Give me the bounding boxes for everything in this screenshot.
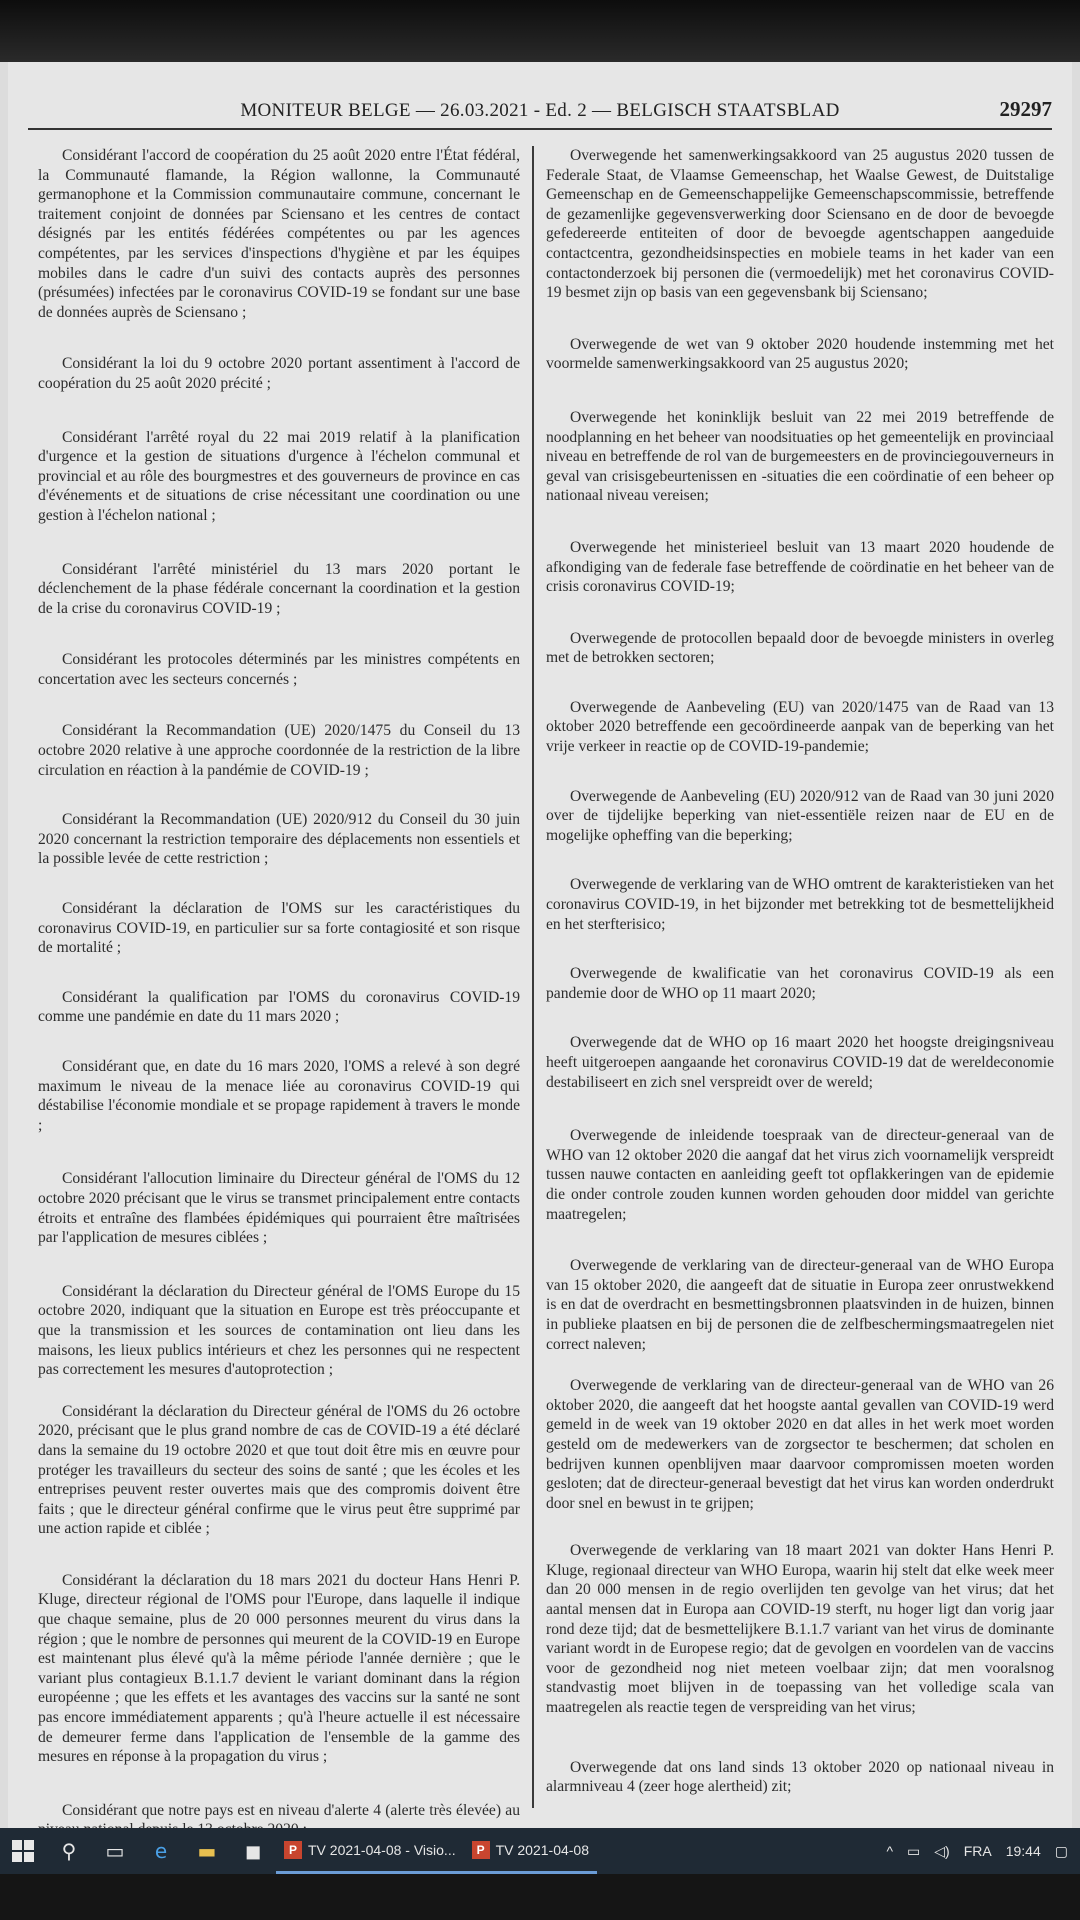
column-divider (532, 146, 534, 1808)
taskbar (0, 1828, 1080, 1874)
dutch-paragraph: Overwegende de Aanbeveling (EU) van 2020/1475 van de Raad van 13 oktober 2020 betreffende een gecoördineerde aanpak van de beperking van het vrije verkeer in reactie op de COVID-19-pandemie; (546, 698, 1054, 756)
dutch-paragraph: Overwegende de verklaring van de directeur-generaal van de WHO van 26 oktober 2020, die aangeeft dat het hoogste aantal gevallen van COVID-19 werd gemeld in de week van 19 oktober 2020 en dat alles in het werk moet worden gesteld om de medewerkers van de zorgsector te beschermen; dat scholen en bedrijven kunnen openblijven maar daarvoor compromissen moeten worden gesloten; dat de directeur-generaal bevestigt dat het virus kan worden onderdrukt door snel en bewust in te grijpen; (546, 1377, 1054, 1512)
pdf-app-icon: P (472, 1841, 490, 1859)
dutch-paragraph: Overwegende het koninklijk besluit van 22 mei 2019 betreffende de noodplanning en het beheer van noodsituaties op het gemeentelijk en provinciaal niveau en betreffende de rol van de burgemeesters en de provinciegouverneurs in geval van crisisgebeurtenissen en -situaties die een coördinatie of een beheer op nationaal niveau vereisen; (546, 408, 1054, 505)
dutch-paragraph: Overwegende de verklaring van de directeur-generaal van de WHO Europa van 15 oktober 2020, die aangeeft dat de situatie in Europa zeer onrustwekkend is en dat de overdracht en besmettingsbronnen plaatsvinden in de huizen, binnen in publieke plaatsen en bij de personen die de zelfbeschermingsmaatregelen niet correct naleven; (546, 1257, 1054, 1353)
taskbar-app-visio[interactable] (276, 1828, 464, 1874)
network-icon[interactable]: ▭ (907, 1842, 921, 1859)
french-paragraph: Considérant l'arrêté ministériel du 13 mars 2020 portant le déclenchement de la phase fédérale concernant la coordination et la gestion de la crise du coronavirus COVID-19 ; (38, 560, 520, 617)
french-paragraph: Considérant la déclaration du Directeur général de l'OMS Europe du 15 octobre 2020, indiquant que la situation en Europe est très préoccupante et que la transmission et les sources de contamination ont lieu dans les maisons, les lieux publics intérieurs et chez les personnes qui ne respectent pas correctement les mesures d'autoprotection ; (38, 1282, 520, 1379)
system-tray (872, 1843, 1080, 1860)
chevron-up-icon[interactable]: ^ (886, 1843, 894, 1859)
taskbar-app-label: TV 2021-04-08 (495, 1841, 590, 1858)
french-paragraph: Considérant la Recommandation (UE) 2020/912 du Conseil du 30 juin 2020 concernant la restriction temporaire des déplacements non essentiels et la possible levée de cette restriction ; (38, 811, 520, 868)
dutch-paragraph: Overwegende de kwalificatie van het coronavirus COVID-19 als een pandemie door de WHO op 11 maart 2020; (546, 965, 1054, 1002)
french-paragraph: Considérant la déclaration du 18 mars 2021 du docteur Hans Henri P. Kluge, directeur régional de l'OMS pour l'Europe, dans laquelle il indique que chaque semaine, plus de 20 000 personnes meurent du virus dans la région ; que le nombre de personnes qui meurent de la COVID-19 en Europe est maintenant plus élevé qu'à la même période l'année dernière ; que le variant plus contagieux B.1.1.7 devient le variant dominant dans la région européenne ; que les effets et les avantages des vaccins sur la santé ne sont pas encore immédiatement apparents ; qu'à l'heure actuelle il est nécessaire de demeurer ferme dans l'application de l'ensemble de la gamme des mesures en réponse à la propagation du virus ; (38, 1571, 520, 1766)
page-header (28, 88, 1052, 130)
file-explorer-icon[interactable]: ▬ (197, 1839, 217, 1863)
store-icon[interactable]: ◼ (244, 1839, 262, 1863)
french-paragraph: Considérant l'allocution liminaire du Directeur général de l'OMS du 12 octobre 2020 précisant que le virus se transmet principalement entre contacts étroits et entraîne des flambées épidémiques qui pourraient être maîtrisées par l'application de mesures ciblées ; (38, 1170, 520, 1247)
windows-icon (12, 1840, 34, 1862)
french-paragraph: Considérant l'arrêté royal du 22 mai 2019 relatif à la planification d'urgence et la gestion de situations d'urgence à l'échelon communal et provincial et au rôle des bourgmestres et des gouverneurs de province en cas d'événements et de situations de crise nécessitant une coordination ou une gestion à l'échelon national ; (38, 428, 520, 524)
dutch-paragraph: Overwegende de Aanbeveling (EU) 2020/912 van de Raad van 30 juni 2020 over de tijdelijke beperking van niet-essentiële reizen naar de EU en de mogelijke opheffing van die beperking; (546, 787, 1054, 844)
monitor-top-bezel (0, 0, 1080, 62)
dutch-paragraph: Overwegende het ministerieel besluit van 13 maart 2020 houdende de afkondiging van de federale fase betreffende de coördinatie en het beheer van de crisis coronavirus COVID-19; (546, 538, 1054, 596)
french-column (38, 146, 520, 1819)
dutch-paragraph: Overwegende de wet van 9 oktober 2020 houdende instemming met het voormelde samenwerkingsakkoord van 25 augustus 2020; (546, 335, 1054, 373)
french-paragraph: Considérant que notre pays est en niveau d'alerte 4 (alerte très élevée) au (62, 1801, 520, 1819)
monitor-bottom-bezel (0, 1874, 1080, 1920)
dutch-paragraph: Overwegende de verklaring van 18 maart 2021 van dokter Hans Henri P. Kluge, regionaal directeur van WHO Europa, waarin hij stelt dat elke week meer dan 20 000 mensen in de regio overlijden ten gevolge van het virus; dat het aantal mensen dat in Europa aan COVID-19 sterft, nu hoger ligt dan vorig jaar rond deze tijd; dat de besmettelijkere B.1.1.7 variant van het virus de dominante variant wordt in de Europese regio; dat de gevolgen en voordelen van de vaccins voor de gezondheid nog niet meteen voelbaar zijn; dat men vooralsnog standvastig moet blijven in de toepassing van het volledige scala van maatregelen als reactie tegen de verspreiding van het virus; (546, 1542, 1054, 1717)
french-paragraph: Considérant la loi du 9 octobre 2020 portant assentiment à l'accord de coopération du 25 août 2020 précité ; (38, 355, 520, 392)
screen (0, 62, 1080, 1828)
search-icon[interactable]: ⚲ (61, 1839, 77, 1863)
french-paragraph: Considérant la déclaration du Directeur général de l'OMS du 26 octobre 2020, précisant que le plus grand nombre de cas de COVID-19 a été déclaré dans la semaine du 19 octobre 2020 et que tout doit être mis en œuvre pour protéger les travailleurs du secteur des soins de santé ; que les écoles et les entreprises peuvent rester ouvertes mais que des compromis doivent être faits ; que le directeur général confirme que le virus peut être supprimé par une action rapide et ciblée ; (38, 1402, 520, 1538)
dutch-paragraph: Overwegende dat ons land sinds 13 oktober 2020 op nationaal niveau in alarmniveau 4 (zeer hoge alertheid) zit; (546, 1758, 1054, 1796)
french-paragraph: Considérant l'accord de coopération du 25 août 2020 entre l'État fédéral, la Communauté flamande, la Région wallonne, la Communauté germanophone et la Commission communautaire commune, concernant le traitement conjoint de données par Sciensano et les centres de contact désignés par les entités fédérées compétentes ou par les agences compétentes, par les services d'inspections d'hygiène et par les équipes mobiles dans le cadre d'un suivi des contacts auprès des personnes (présumées) infectées par le coronavirus COVID-19 se fondant sur une base de données auprès de Sciensano ; (38, 147, 520, 321)
edge-icon[interactable]: e (154, 1839, 168, 1863)
pdf-app-icon: P (284, 1841, 302, 1859)
taskbar-app-document[interactable] (464, 1828, 597, 1874)
dutch-paragraph: Overwegende de verklaring van de WHO omtrent de karakteristieken van het coronavirus COVID-19, in het bijzonder met betrekking tot de besmettelijkheid en het sterfterisico; (546, 876, 1054, 933)
header-title: MONITEUR BELGE — 26.03.2021 - Ed. 2 — BELGISCH STAATSBLAD (240, 100, 840, 121)
task-view-icon[interactable]: ▭ (105, 1839, 125, 1863)
clock[interactable]: 19:44 (1005, 1843, 1041, 1859)
dutch-paragraph: Overwegende de inleidende toespraak van de directeur-generaal van de WHO van 12 oktober 2020 die aangaf dat het virus zich voornamelijk verspreidt tussen nauwe contacten en aanleiding geeft tot opflakkeringen van de epidemie die onder controle zouden kunnen worden gehouden door middel van gerichte maatregelen; (546, 1127, 1054, 1223)
french-paragraph: Considérant les protocoles déterminés par les ministres compétents en concertation avec les secteurs concernés ; (38, 651, 520, 688)
notification-icon[interactable]: ▢ (1054, 1842, 1068, 1859)
french-paragraph: Considérant que, en date du 16 mars 2020, l'OMS a relevé à son degré maximum le niveau de la menace liée au coronavirus COVID-19 qui déstabilise l'économie mondiale et se propage rapidement à travers le monde ; (38, 1058, 520, 1134)
volume-icon[interactable]: ◁) (934, 1842, 950, 1859)
french-paragraph: Considérant la déclaration de l'OMS sur les caractéristiques du coronavirus COVID-19, en particulier sur sa forte contagiosité et son risque de mortalité ; (38, 900, 520, 957)
dutch-paragraph: Overwegende de protocollen bepaald door de bevoegde ministers in overleg met de betrokken sectoren; (546, 629, 1054, 667)
document-page (8, 62, 1072, 1828)
french-paragraph: Considérant la Recommandation (UE) 2020/1475 du Conseil du 13 octobre 2020 relative à une approche coordonnée de la restriction de la libre circulation en réaction à la pandémie de COVID-19 ; (38, 722, 520, 779)
dutch-column (546, 146, 1054, 1808)
page-number: 29297 (999, 97, 1052, 121)
dutch-paragraph: Overwegende het samenwerkingsakkoord van 25 augustus 2020 tussen de Federale Staat, de Vlaamse Gemeenschap, het Waalse Gewest, de Duitstalige Gemeenschap en de Gemeenschappelijke Gemeenschapscommissie, betreffende de gezamenlijke gegevensverwerking door Sciensano en de door de bevoegde gefedereerde entiteiten of door de bevoegde agentschappen aangeduide contactcentra, gezondheidsinspecties en mobiele teams in het kader van een contactonderzoek bij personen die (vermoedelijk) met het coronavirus COVID-19 besmet zijn op basis van een gegevensbank bij Sciensano; (546, 147, 1054, 302)
language-indicator[interactable]: FRA (963, 1843, 992, 1859)
start-button[interactable] (0, 1828, 46, 1874)
french-paragraph: Considérant la qualification par l'OMS du coronavirus COVID-19 comme une pandémie en date du 11 mars 2020 ; (38, 988, 520, 1026)
taskbar-app-label: TV 2021-04-08 - Visio... (308, 1841, 456, 1858)
dutch-paragraph: Overwegende dat de WHO op 16 maart 2020 het hoogste dreigingsniveau heeft uitgeroepen aangaande het coronavirus COVID-19 dat de wereldeconomie destabiliseert en zich snel verspreidt over de wereld; (546, 1034, 1054, 1091)
